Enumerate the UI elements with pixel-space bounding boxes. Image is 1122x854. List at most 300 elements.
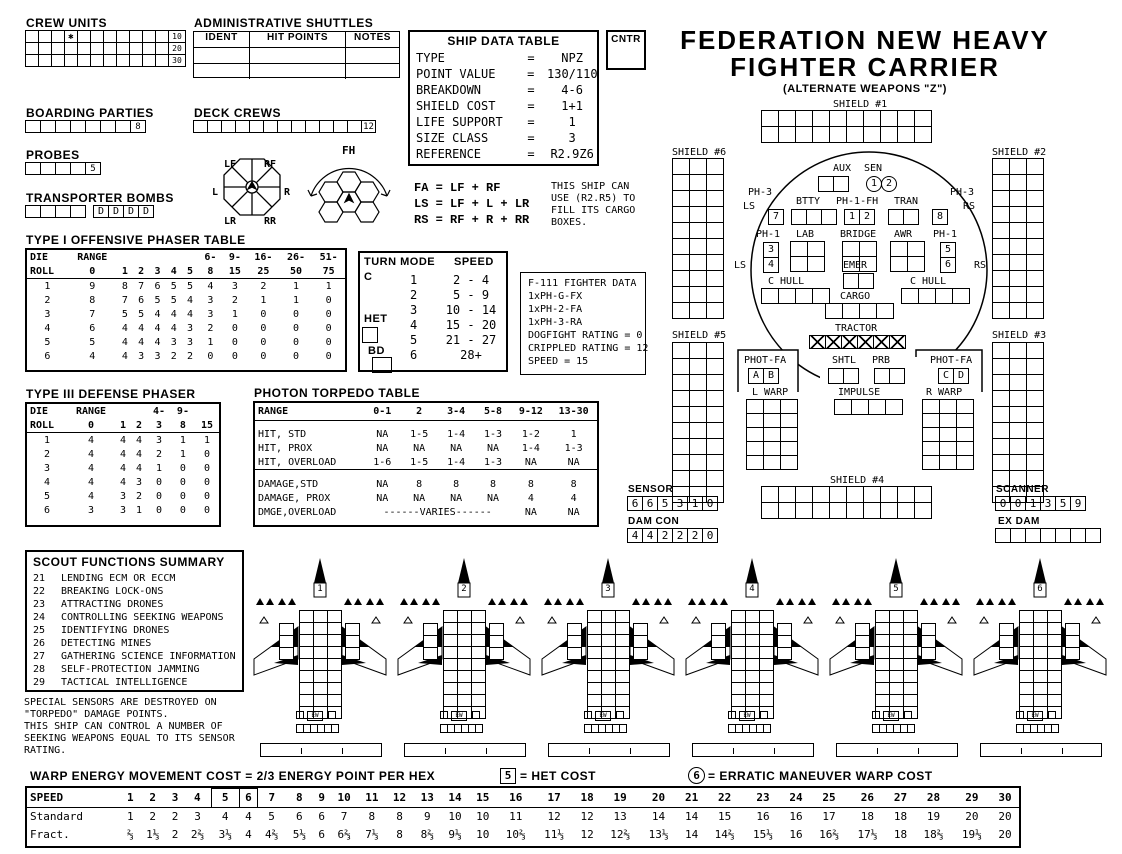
- shield-1-boxes[interactable]: [762, 111, 932, 143]
- deck-crew-box[interactable]: [277, 120, 292, 133]
- shield-4-boxes[interactable]: [762, 487, 932, 519]
- fighter-damage-boxes[interactable]: [876, 611, 918, 719]
- fighter-wing-boxes[interactable]: [1000, 624, 1014, 660]
- deck-crew-box[interactable]: [319, 120, 334, 133]
- table-cell: 1: [293, 294, 300, 306]
- table-cell: 0: [179, 476, 186, 488]
- shtl-box[interactable]: [828, 368, 844, 384]
- speed-table-cell: 14: [684, 810, 699, 823]
- phot-b-box[interactable]: B: [763, 368, 779, 384]
- table-cell: 1: [43, 434, 51, 446]
- deck-crew-box[interactable]: [347, 120, 362, 133]
- speed-table-cell: 2: [171, 828, 179, 841]
- scout-item-num: 27: [33, 651, 46, 662]
- damcon-label: DAM CON: [628, 516, 680, 527]
- table-cell: 9: [89, 280, 96, 292]
- scanner-box[interactable]: 0: [995, 496, 1011, 511]
- fighter-wing-boxes[interactable]: [712, 624, 726, 660]
- deck-crew-box[interactable]: [221, 120, 236, 133]
- fighter-wing-boxes[interactable]: [346, 624, 360, 660]
- fighter-damage-boxes[interactable]: [1020, 611, 1062, 719]
- speed-table-label: Standard: [30, 810, 83, 823]
- shuttles-table[interactable]: [193, 31, 400, 78]
- table-cell: 4: [87, 462, 95, 474]
- phot-a-box[interactable]: A: [748, 368, 764, 384]
- table-cell: 0: [203, 490, 210, 502]
- boarding-box[interactable]: [115, 120, 131, 133]
- chull-left-boxes[interactable]: [762, 289, 830, 304]
- phaser1-title: TYPE I OFFENSIVE PHASER TABLE: [26, 233, 246, 247]
- scout-item-num: 29: [33, 677, 46, 688]
- table-header-cell: RANGE: [75, 405, 107, 417]
- table-cell: 4: [135, 462, 142, 474]
- boarding-boxes[interactable]: [25, 121, 146, 133]
- fighter-wing-boxes[interactable]: [1066, 624, 1080, 660]
- speed-table-cell: 19⅓: [961, 828, 982, 841]
- deck-crew-box[interactable]: [193, 120, 208, 133]
- prb-label: PRB: [872, 355, 891, 366]
- fighter-ew-box[interactable]: EW: [1027, 711, 1043, 721]
- deck-crew-box[interactable]: [249, 120, 264, 133]
- deck-crews-boxes[interactable]: [193, 121, 376, 133]
- photon-cell: NA: [486, 442, 500, 454]
- table-cell: 1: [179, 448, 186, 460]
- photon-cell: 1-3: [564, 442, 583, 454]
- tbomb-d-box[interactable]: D: [108, 205, 124, 218]
- boarding-box[interactable]: [55, 120, 71, 133]
- crew-units-grid[interactable]: [25, 31, 186, 67]
- speed-table-cell: 20: [965, 810, 979, 823]
- photon-cell: 1-6: [373, 456, 392, 468]
- tbomb-d-box[interactable]: D: [123, 205, 139, 218]
- tbomb-d-box[interactable]: D: [93, 205, 109, 218]
- photon-cell: HIT, STD: [258, 428, 307, 440]
- fighter-status-bar[interactable]: [260, 743, 382, 757]
- fighter-status-bar[interactable]: [404, 743, 526, 757]
- formula-ls: LS = LF + L + LR: [414, 197, 530, 211]
- speed-table-cell: 4: [245, 828, 252, 841]
- ph3-right-box[interactable]: 8: [932, 209, 948, 225]
- phaser1-table: [25, 248, 347, 372]
- shield-1-label: SHIELD #1: [833, 99, 888, 110]
- photon-cell: NA: [376, 493, 389, 504]
- sensor-box[interactable]: 6: [627, 496, 643, 511]
- fighter-drone-row[interactable]: [584, 725, 627, 733]
- ph1-right-box[interactable]: 6: [940, 257, 956, 273]
- lab-boxes[interactable]: [791, 242, 825, 272]
- table-header-cell: 0: [89, 265, 96, 277]
- scout-item-num: 22: [33, 586, 46, 597]
- scanner-box[interactable]: 0: [1010, 496, 1026, 511]
- fighter-weapon-row[interactable]: [728, 712, 768, 721]
- fighter-drone-row[interactable]: [728, 725, 771, 733]
- impulse-boxes[interactable]: [835, 400, 903, 415]
- boarding-box[interactable]: [85, 120, 101, 133]
- fighter-ew-box[interactable]: EW: [307, 711, 323, 721]
- crew-box[interactable]: [116, 54, 130, 67]
- photon-header-cell: RANGE: [258, 406, 289, 417]
- crew-box[interactable]: [51, 54, 65, 67]
- probe-box[interactable]: [55, 162, 71, 175]
- crew-box[interactable]: ✱: [64, 30, 78, 43]
- speed-table-cell: 13: [613, 810, 627, 823]
- fighter-wing-boxes[interactable]: [922, 624, 936, 660]
- ph1fh-box[interactable]: 1: [844, 209, 860, 225]
- speed-table-cell: 8: [396, 810, 403, 823]
- photon-cell: DMGE,OVERLOAD: [258, 507, 337, 518]
- shield-6-boxes[interactable]: [673, 159, 724, 319]
- crew-box[interactable]: [103, 54, 117, 67]
- speed-table-cell: 9: [423, 810, 431, 823]
- transporter-bombs-boxes[interactable]: [25, 206, 154, 218]
- table-header-cell: DIE: [30, 251, 49, 263]
- fighter-drone-row[interactable]: [296, 725, 339, 733]
- fighter-ew-box[interactable]: EW: [595, 711, 611, 721]
- damcon-box[interactable]: 2: [657, 528, 673, 543]
- fighter-status-bar[interactable]: [548, 743, 670, 757]
- aux-label: AUX: [833, 163, 852, 174]
- scout-item: [33, 585, 242, 598]
- fighter-wing-boxes[interactable]: [634, 624, 648, 660]
- scanner-box[interactable]: 9: [1070, 496, 1086, 511]
- fighter-wing-boxes[interactable]: [568, 624, 582, 660]
- rwarp-boxes[interactable]: [923, 400, 974, 470]
- fighter-damage-boxes[interactable]: [588, 611, 630, 719]
- probe-box[interactable]: [25, 162, 41, 175]
- tbomb-box[interactable]: [40, 205, 56, 218]
- btty-box[interactable]: [806, 209, 822, 225]
- erratic-circle: 6: [688, 767, 705, 784]
- deck-crew-box[interactable]: [291, 120, 306, 133]
- shtl-box[interactable]: [843, 368, 859, 384]
- ph1-left-box[interactable]: 3: [763, 242, 779, 258]
- sensor-box[interactable]: 1: [687, 496, 703, 511]
- ship-data-eq: =: [527, 83, 535, 97]
- speed-table-cell: 18: [893, 828, 908, 841]
- damcon-box[interactable]: 4: [642, 528, 658, 543]
- ship-data-eq: =: [527, 115, 535, 129]
- exdam-box[interactable]: [1070, 528, 1086, 543]
- table-cell: 0: [325, 322, 332, 334]
- crew-box[interactable]: [129, 54, 143, 67]
- table-cell: 2: [170, 350, 177, 362]
- boarding-box[interactable]: [25, 120, 41, 133]
- turn-mode-c: C: [364, 271, 373, 283]
- scanner-track[interactable]: [995, 497, 1086, 511]
- ship-data-value: R2.9Z6: [550, 147, 594, 161]
- tractor-boxes[interactable]: [810, 336, 906, 349]
- deck-crew-box[interactable]: [263, 120, 278, 133]
- turn-mode-speed: 5 - 9: [452, 288, 490, 302]
- het-box[interactable]: [362, 327, 378, 343]
- fighter-data: [520, 272, 649, 375]
- fighter-wing-boxes[interactable]: [856, 624, 870, 660]
- table-cell: 2: [44, 294, 51, 306]
- table-cell: 3: [135, 476, 142, 488]
- aux-box[interactable]: [833, 176, 849, 192]
- damcon-box[interactable]: 2: [687, 528, 703, 543]
- exdam-box[interactable]: [1085, 528, 1101, 543]
- scout-item-num: 28: [33, 664, 46, 675]
- btty-box[interactable]: [821, 209, 837, 225]
- speed-table-cell: 17: [822, 810, 836, 823]
- fighter-ew-box[interactable]: EW: [451, 711, 467, 721]
- shield-5-boxes[interactable]: [673, 343, 724, 503]
- boarding-box[interactable]: [100, 120, 116, 133]
- ship-data-title: SHIP DATA TABLE: [447, 34, 560, 48]
- speed-table-row: [27, 826, 1019, 844]
- damcon-box[interactable]: 2: [672, 528, 688, 543]
- probes-boxes[interactable]: [25, 163, 101, 175]
- deck-crew-box[interactable]: [207, 120, 222, 133]
- table-cell: 3: [155, 434, 162, 446]
- fighter-weapon-row[interactable]: [296, 712, 336, 721]
- exdam-box[interactable]: [995, 528, 1011, 543]
- tbomb-box[interactable]: [70, 205, 86, 218]
- tbomb-d-box[interactable]: D: [138, 205, 154, 218]
- damcon-box[interactable]: 0: [702, 528, 718, 543]
- scanner-box[interactable]: 3: [1040, 496, 1056, 511]
- table-cell: 5: [43, 490, 51, 502]
- turn-mode-row: [410, 348, 506, 363]
- tbomb-box[interactable]: [55, 205, 71, 218]
- table-cell: 1: [44, 280, 51, 292]
- table-cell: 4: [44, 322, 51, 334]
- speed-table-cell: 9⅓: [448, 828, 462, 841]
- ship-data-key: POINT VALUE: [416, 67, 496, 81]
- boarding-box[interactable]: [70, 120, 86, 133]
- fighter-status-bar[interactable]: [692, 743, 814, 757]
- ph3-left-box[interactable]: 7: [768, 209, 784, 225]
- speed-table-cell: 12: [392, 791, 407, 804]
- crew-box[interactable]: [25, 54, 39, 67]
- ship-data-key: TYPE: [416, 51, 445, 65]
- table-cell: 2: [43, 448, 51, 460]
- exdam-box[interactable]: [1025, 528, 1041, 543]
- phot-c-box[interactable]: C: [938, 368, 954, 384]
- exdam-box[interactable]: [1010, 528, 1026, 543]
- table-row: [27, 433, 219, 448]
- fighter-damage-boxes[interactable]: [732, 611, 774, 719]
- probe-box[interactable]: 5: [85, 162, 101, 175]
- table-cell: 5: [187, 280, 194, 292]
- speed-table-cell: 30: [998, 791, 1012, 804]
- turn-mode-speed: 15 - 20: [445, 318, 497, 332]
- btty-box[interactable]: [791, 209, 807, 225]
- crew-box[interactable]: [142, 54, 156, 67]
- damcon-track[interactable]: [627, 529, 718, 543]
- speed-table-cell: 8: [296, 791, 303, 804]
- photon-header-row: [255, 403, 597, 421]
- fighter-weapon-row[interactable]: [440, 712, 480, 721]
- cntr-box[interactable]: [606, 30, 646, 70]
- aux-box[interactable]: [818, 176, 834, 192]
- damcon-box[interactable]: 4: [627, 528, 643, 543]
- ls-label: LS: [734, 260, 747, 271]
- fighter-wing-boxes[interactable]: [424, 624, 438, 660]
- ph1fh-box[interactable]: 2: [859, 209, 875, 225]
- speed-table-cell: 1: [127, 791, 134, 804]
- sensor-box[interactable]: 6: [642, 496, 658, 511]
- fighter-weapon-row[interactable]: [1016, 712, 1056, 721]
- table-cell: 0: [231, 336, 238, 348]
- ship-title-line2: FIGHTER CARRIER: [730, 52, 1000, 82]
- ph1-left-box[interactable]: 4: [763, 257, 779, 273]
- table-cell: 1: [207, 336, 214, 348]
- fighter-card: [538, 555, 678, 765]
- cargo-note-line: FILL ITS CARGO: [551, 205, 636, 216]
- scout-item: [33, 663, 242, 676]
- fighter-status-bar[interactable]: [836, 743, 958, 757]
- table-cell: 0: [325, 308, 332, 320]
- table-cell: 5: [121, 308, 128, 320]
- table-cell: 3: [207, 294, 214, 306]
- crew-box[interactable]: [90, 54, 104, 67]
- fighter-card: [826, 555, 966, 765]
- scanner-box[interactable]: 1: [1025, 496, 1041, 511]
- exdam-box[interactable]: [1040, 528, 1056, 543]
- table-cell: 4: [87, 490, 95, 502]
- probe-box[interactable]: [40, 162, 56, 175]
- tran-box[interactable]: [903, 209, 919, 225]
- exdam-track[interactable]: [995, 529, 1101, 543]
- table-cell: 3: [231, 280, 238, 292]
- sensor-box[interactable]: 3: [672, 496, 688, 511]
- fighter-data-line: 1xPH-2-FA: [528, 304, 583, 315]
- sensor-box[interactable]: 0: [702, 496, 718, 511]
- table-header-cell: 9-: [176, 405, 189, 417]
- scout-item-num: 23: [33, 599, 46, 610]
- fighter-status-bar[interactable]: [980, 743, 1102, 757]
- fighter-wing-boxes[interactable]: [778, 624, 792, 660]
- table-cell: 4: [138, 336, 145, 348]
- photon-cell: 1: [570, 428, 577, 440]
- table-cell: 4: [187, 294, 194, 306]
- table-cell: 1: [231, 308, 238, 320]
- scanner-box[interactable]: 5: [1055, 496, 1071, 511]
- turn-mode-num: 6: [410, 348, 418, 362]
- sen-label: SEN: [864, 163, 883, 174]
- fighter-damage-boxes[interactable]: [300, 611, 342, 719]
- table-header-cell: 3: [155, 419, 162, 431]
- photon-varies: ------VARIES------: [383, 507, 492, 518]
- fighter-wing-boxes[interactable]: [280, 624, 294, 660]
- scout-item: [33, 611, 242, 624]
- fighter-weapon-row[interactable]: [584, 712, 624, 721]
- sensor-box[interactable]: 5: [657, 496, 673, 511]
- speed-table-cell: 2⅔: [190, 828, 205, 841]
- sensor-track[interactable]: [627, 497, 718, 511]
- table-cell: 5: [154, 294, 161, 306]
- speed-table-cell: 11⅓: [544, 828, 565, 841]
- fighter-ew-box[interactable]: EW: [739, 711, 755, 721]
- phot-d-box[interactable]: D: [953, 368, 969, 384]
- awr-boxes[interactable]: [891, 242, 925, 272]
- speed-table-cell: 10: [448, 810, 462, 823]
- emer-box[interactable]: [858, 273, 874, 289]
- lwarp-boxes[interactable]: [747, 400, 798, 470]
- boarding-box[interactable]: [40, 120, 56, 133]
- crew-box[interactable]: [155, 54, 169, 67]
- cargo-boxes[interactable]: [826, 304, 894, 319]
- sen-box[interactable]: 1: [866, 176, 882, 192]
- deck-crew-box[interactable]: [333, 120, 348, 133]
- scout-item-text: BREAKING LOCK-ONS: [61, 586, 164, 597]
- awr-label: AWR: [894, 229, 913, 240]
- fighter-damage-boxes[interactable]: [444, 611, 486, 719]
- table-header-cell: 3: [154, 265, 161, 277]
- sen-box[interactable]: 2: [881, 176, 897, 192]
- fighter-drone-row[interactable]: [872, 725, 915, 733]
- crew-box[interactable]: [77, 54, 91, 67]
- table-cell: 4: [170, 322, 177, 334]
- boarding-box[interactable]: 8: [130, 120, 146, 133]
- table-header-cell: ROLL: [30, 265, 55, 277]
- crew-mark: 30: [168, 54, 186, 67]
- speed-table-cell: 2: [149, 791, 157, 804]
- shield-2-boxes[interactable]: [993, 159, 1044, 319]
- arc-fh: FH: [342, 144, 356, 157]
- probe-box[interactable]: [70, 162, 86, 175]
- speed-table-cell: 12⅔: [610, 828, 631, 841]
- photon-title: PHOTON TORPEDO TABLE: [254, 386, 421, 400]
- photon-row: [255, 478, 597, 492]
- fighter-drone-row[interactable]: [1016, 725, 1059, 733]
- table-cell: 4: [154, 322, 161, 334]
- bd-box[interactable]: [372, 357, 392, 373]
- emer-box[interactable]: [843, 273, 859, 289]
- table-row: [27, 335, 345, 349]
- crew-box[interactable]: [38, 54, 52, 67]
- table-cell: 3: [187, 336, 194, 348]
- speed-table-cell: 6: [318, 810, 326, 823]
- tbomb-box[interactable]: [25, 205, 41, 218]
- deck-crew-box[interactable]: [305, 120, 320, 133]
- table-cell: 7: [138, 280, 145, 292]
- prb-box[interactable]: [874, 368, 890, 384]
- fighter-drone-row[interactable]: [440, 725, 483, 733]
- deck-crew-box[interactable]: [235, 120, 250, 133]
- shuttle-col-ident: IDENT: [194, 32, 250, 47]
- speed-table-cell: 6: [318, 828, 326, 841]
- ship-data-row: [416, 66, 597, 82]
- speed-table-row: [27, 807, 1019, 826]
- photon-cell: 8: [570, 479, 577, 490]
- exdam-box[interactable]: [1055, 528, 1071, 543]
- turn-mode-speed: 21 - 27: [445, 333, 497, 347]
- speed-table-cell: 15⅓: [753, 828, 773, 841]
- turn-mode-num: 5: [410, 333, 418, 347]
- ship-data-value: 1+1: [561, 99, 583, 113]
- chull-right-boxes[interactable]: [902, 289, 970, 304]
- shield-3-boxes[interactable]: [993, 343, 1044, 503]
- fighter-weapon-row[interactable]: [872, 712, 912, 721]
- speed-table-cell: 18: [860, 810, 875, 823]
- fighter-ew-box[interactable]: EW: [883, 711, 899, 721]
- turn-mode-table: [358, 251, 508, 372]
- ph1-right-box[interactable]: 5: [940, 242, 956, 258]
- deck-crew-box[interactable]: 12: [361, 120, 376, 133]
- speed-table-cell: 16: [756, 810, 770, 823]
- crew-box[interactable]: [64, 54, 78, 67]
- tran-box[interactable]: [888, 209, 904, 225]
- table-cell: 0: [179, 490, 186, 502]
- prb-box[interactable]: [889, 368, 905, 384]
- fighter-wing-boxes[interactable]: [490, 624, 504, 660]
- photon-cell: NA: [450, 442, 463, 454]
- table-row: [27, 447, 219, 461]
- fighter-data-line: 1xPH-G-FX: [528, 291, 583, 302]
